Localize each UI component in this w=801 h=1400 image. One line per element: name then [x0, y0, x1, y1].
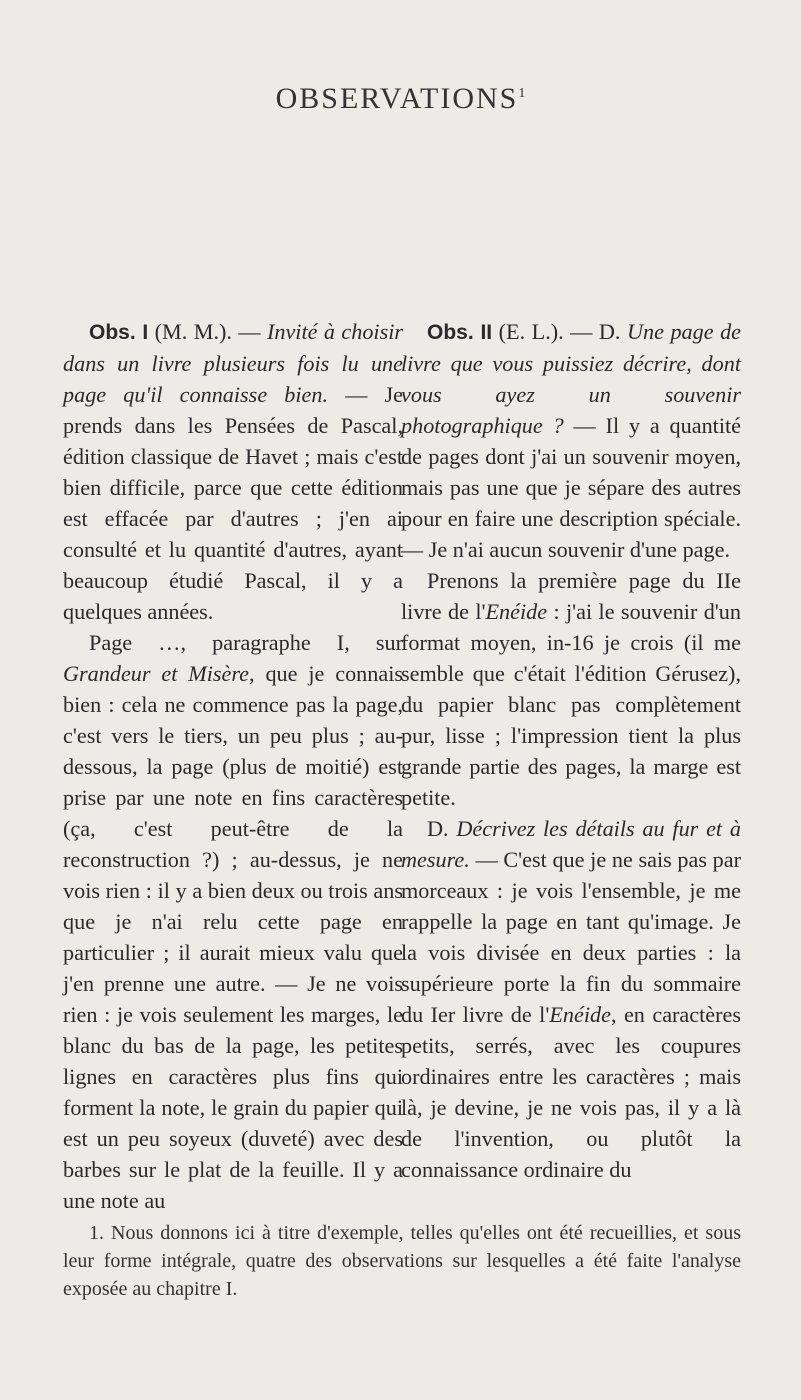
- obs1-p2-start: Page …, paragraphe I, sur: [89, 630, 403, 655]
- obs1-paragraph-2: [63, 627, 403, 1216]
- obs1-question: Invité à choisir dans un livre plusieurs fois lu une page qu'il connaisse bien.: [63, 319, 404, 407]
- obs2-paragraph-3: [401, 813, 741, 1185]
- right-column: [401, 316, 741, 1185]
- obs2-answer-1: — Il y a quantité de pages dont j'ai un souvenir moyen, mais pas une que je sépare des autres pour en faire une description spéciale. — Je n'ai aucun souvenir d'une page.: [401, 413, 742, 562]
- obs2-p3-rest: — C'est que je ne sais pas par morceaux : je vois l'ensemble, je me rappelle la page en tant qu'image. Je la vois divisée en deux parties : la supérieure porte la fin du sommaire du Ier livre de l': [401, 847, 741, 1027]
- left-column: [63, 316, 403, 1216]
- obs2-p2-start: Prenons la première page du IIe livre de l': [401, 568, 741, 624]
- obs1-paragraph-1: [63, 316, 403, 627]
- obs1-p2-title: Grandeur et Misère,: [63, 661, 255, 686]
- obs2-p2-rest: : j'ai le souvenir d'un format moyen, in-16 je crois (il me semble que c'était l'édition Gérusez), du papier blanc pas complètement pur, lisse ; l'impression tient la plus grande partie des pages, la marge est petite.: [401, 599, 741, 810]
- title-text: OBSERVATIONS: [275, 82, 519, 115]
- obs2-p3-end: , en caractères petits, serrés, avec les coupures ordinaires entre les caractères ; mais là, je devine, je ne vois pas, il y a là de l'invention, ou plutôt la connaissance ordinaire du: [401, 1002, 742, 1182]
- obs2-question: Une page de livre que vous puissiez décrire, dont vous ayez un souvenir photographique ?: [401, 319, 742, 438]
- obs2-paragraph-2: [401, 565, 741, 813]
- obs2-paragraph-1: [401, 316, 741, 565]
- obs2-p3-title: Enéide: [549, 1002, 611, 1027]
- obs2-p2-title: Enéide: [485, 599, 548, 624]
- obs1-p2-rest: que je connais bien : cela ne commence pas la page, c'est vers le tiers, un peu plus ; au-dessous, la page (plus de moitié) est prise par une note en fins caractères (ça, c'est peut-être de la reconstruction ?) ; au-dessus, je ne vois rien : il y a bien deux ou trois ans que je n'ai relu cette page en particulier ; il aurait mieux valu que j'en prenne une autre. — Je ne vois rien : je vois seulement les marges, le blanc du bas de la page, les petites lignes en caractères plus fins qui forment la note, le grain du papier qui est un peu soyeux (duveté) avec des barbes sur le plat de la feuille. Il y a une note au: [63, 661, 403, 1213]
- obs2-subject: (E. L.).: [498, 319, 564, 344]
- obs2-p3-question: Décrivez les détails au fur et à mesure.: [401, 816, 741, 872]
- page-title: [0, 82, 801, 116]
- footnote: [63, 1219, 741, 1303]
- obs1-label: Obs. I: [89, 321, 149, 344]
- obs2-p3-start: D.: [427, 816, 449, 841]
- title-note-mark: 1: [518, 86, 526, 101]
- obs2-label: Obs. II: [427, 321, 493, 344]
- obs1-dash: —: [238, 319, 261, 344]
- obs1-subject: (M. M.).: [154, 319, 232, 344]
- obs2-dash: — D.: [570, 319, 621, 344]
- obs1-answer-1: — Je prends dans les Pensées de Pascal, édition classique de Havet ; mais c'est bien difficile, parce que cette édition est effacée par d'autres ; j'en ai consulté et lu quantité d'autres, ayant beaucoup étudié Pascal, il y a quelques années.: [63, 382, 403, 624]
- footnote-text: 1. Nous donnons ici à titre d'exemple, telles qu'elles ont été recueillies, et sous leur forme intégrale, quatre des observations sur lesquelles a été faite l'analyse exposée au chapitre I.: [63, 1222, 741, 1300]
